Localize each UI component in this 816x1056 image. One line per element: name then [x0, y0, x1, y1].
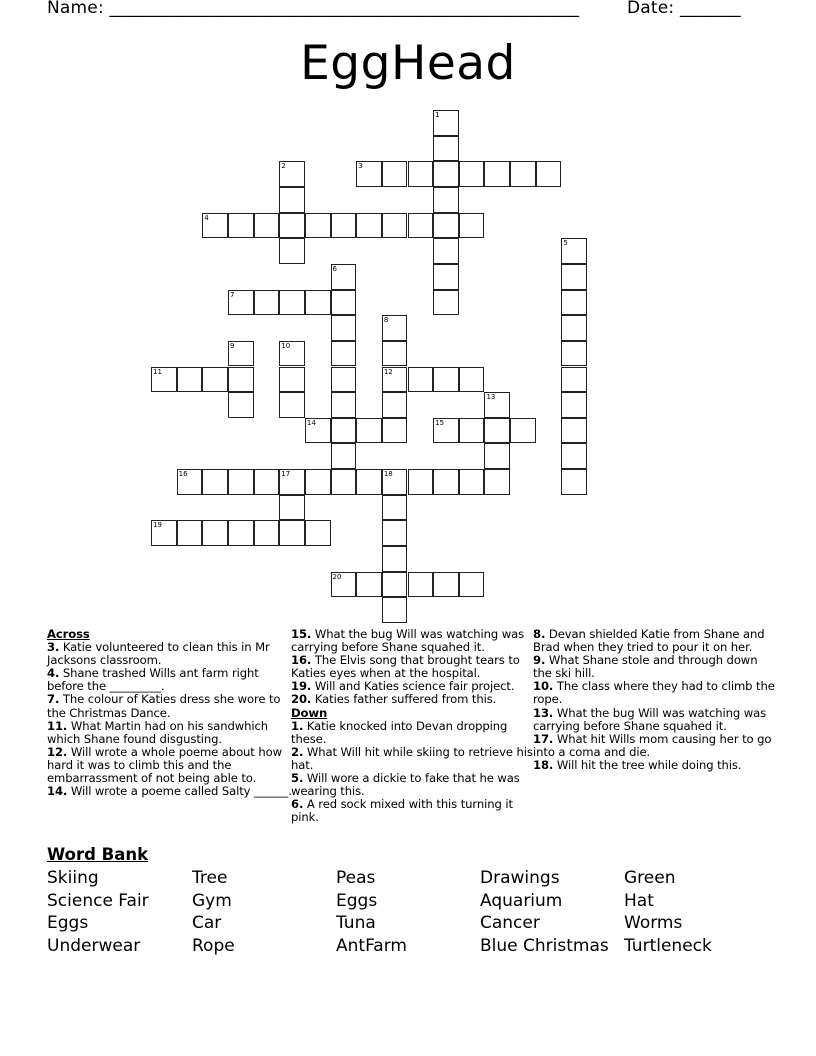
crossword-cell[interactable] — [151, 520, 177, 546]
crossword-cell[interactable] — [331, 213, 357, 239]
clue-number: 7 — [229, 290, 235, 299]
clue — [291, 654, 536, 680]
crossword-cell[interactable] — [433, 213, 459, 239]
word-bank-column — [480, 867, 609, 957]
clue-text: Katie knocked into Devan dropping these. — [291, 718, 508, 746]
clue-number: 12. — [47, 744, 68, 759]
word-bank-word: Skiing — [47, 868, 99, 888]
clue-text: Will and Katies science fair project. — [314, 679, 515, 694]
word-bank-word: Blue Christmas — [480, 935, 609, 956]
crossword-cell[interactable] — [279, 341, 305, 367]
crossword-cell[interactable] — [433, 290, 459, 316]
word-bank-column — [192, 867, 235, 957]
crossword-cell[interactable] — [279, 495, 305, 521]
crossword-cell[interactable] — [202, 520, 228, 546]
clue-number: 18 — [383, 470, 393, 479]
crossword-cell[interactable] — [382, 418, 408, 444]
clue-number: 15. — [291, 627, 312, 641]
crossword-cell[interactable] — [484, 418, 510, 444]
crossword-cell[interactable] — [356, 572, 382, 598]
clue-number: 3 — [358, 162, 363, 171]
word-bank-word: Car — [192, 913, 222, 934]
date-field[interactable]: Date: _______ — [627, 0, 741, 18]
clue-text: Will hit the tree while doing this. — [556, 757, 742, 772]
clue — [291, 772, 536, 798]
clue-number: 1 — [435, 111, 440, 119]
crossword-cell[interactable] — [433, 367, 459, 393]
crossword-cell[interactable] — [177, 469, 203, 495]
clue — [47, 785, 292, 798]
word-bank-word: Green — [624, 868, 676, 888]
clue — [533, 707, 778, 733]
clue-number: 7. — [47, 692, 60, 707]
crossword-cell[interactable] — [151, 367, 177, 393]
word-bank-word: Peas — [336, 868, 376, 888]
crossword-cell[interactable] — [408, 213, 434, 239]
clue-number: 13. — [533, 705, 554, 720]
clue — [533, 628, 778, 654]
word-bank-word: Eggs — [47, 913, 89, 934]
crossword-cell[interactable] — [433, 187, 459, 213]
clue — [47, 693, 292, 719]
crossword-cell[interactable] — [356, 469, 382, 495]
crossword-cell[interactable] — [254, 213, 280, 239]
crossword-cell[interactable] — [382, 469, 408, 495]
crossword-cell[interactable] — [279, 161, 305, 187]
crossword-cell[interactable] — [459, 572, 485, 598]
crossword-cell[interactable] — [382, 495, 408, 521]
crossword-cell[interactable] — [433, 418, 459, 444]
crossword-cell[interactable] — [177, 367, 203, 393]
clue — [47, 667, 292, 693]
crossword-cell[interactable] — [433, 264, 459, 290]
crossword-cell[interactable] — [536, 161, 562, 187]
word-bank-column — [624, 867, 712, 957]
clue-number: 17 — [281, 470, 291, 479]
crossword-cell[interactable] — [356, 213, 382, 239]
word-bank-word: Aquarium — [480, 890, 563, 911]
crossword-cell[interactable] — [228, 392, 254, 418]
crossword-cell[interactable] — [561, 341, 587, 367]
crossword-cell[interactable] — [433, 136, 459, 162]
crossword-cell[interactable] — [561, 392, 587, 418]
crossword-cell[interactable] — [331, 367, 357, 393]
clue-number: 16. — [291, 653, 312, 668]
crossword-cell[interactable] — [382, 213, 408, 239]
crossword-cell[interactable] — [228, 520, 254, 546]
word-bank-word: Cancer — [480, 913, 540, 934]
crossword-cell[interactable] — [228, 290, 254, 316]
across-heading: Across — [47, 627, 90, 641]
word-bank-title: Word Bank — [47, 845, 149, 864]
word-bank-word: Worms — [624, 913, 683, 934]
word-bank-column — [47, 867, 149, 957]
clue-text: Katie volunteered to clean this in Mr Jacksons classroom. — [47, 640, 270, 668]
clue-text: The Elvis song that brought tears to Katies eyes when at the hospital. — [291, 653, 520, 681]
clues-column-3 — [533, 628, 778, 772]
crossword-cell[interactable] — [279, 187, 305, 213]
crossword-cell[interactable] — [561, 443, 587, 469]
clue-text: What Shane stole and through down the ski hill. — [533, 653, 758, 681]
crossword-cell[interactable] — [561, 469, 587, 495]
crossword-cell[interactable] — [254, 469, 280, 495]
clue-number: 4 — [204, 213, 209, 222]
crossword-cell[interactable] — [484, 161, 510, 187]
crossword-cell[interactable] — [305, 520, 331, 546]
crossword-cell[interactable] — [331, 469, 357, 495]
crossword-cell[interactable] — [382, 315, 408, 341]
crossword-cell[interactable] — [202, 469, 228, 495]
word-bank-word: Science Fair — [47, 890, 149, 911]
clue-number: 2. — [291, 744, 304, 759]
word-bank-word: Turtleneck — [624, 935, 712, 956]
crossword-grid — [151, 110, 591, 630]
crossword-cell[interactable] — [331, 315, 357, 341]
clue-text: Will wrote a whole poeme about how hard it was to climb this and the embarrassment of not being able to. — [47, 744, 282, 786]
crossword-cell[interactable] — [356, 161, 382, 187]
clue — [291, 628, 536, 654]
crossword-cell[interactable] — [484, 469, 510, 495]
clue-number: 19. — [291, 679, 312, 694]
word-bank-word: Underwear — [47, 935, 141, 956]
clue-number: 11 — [153, 367, 162, 376]
crossword-cell[interactable] — [382, 161, 408, 187]
crossword-cell[interactable] — [382, 392, 408, 418]
crossword-cell[interactable] — [279, 520, 305, 546]
crossword-cell[interactable] — [561, 418, 587, 444]
crossword-cell[interactable] — [382, 572, 408, 598]
crossword-cell[interactable] — [202, 367, 228, 393]
clue-number: 17. — [533, 731, 554, 746]
clue-number: 1. — [291, 718, 304, 733]
crossword-cell[interactable] — [510, 161, 536, 187]
clue-text: What hit Wills mom causing her to go into a coma and die. — [533, 731, 772, 759]
clue-number: 8 — [383, 316, 389, 325]
clue-number: 6. — [291, 797, 304, 812]
crossword-cell[interactable] — [228, 213, 254, 239]
clue — [533, 680, 778, 706]
clue — [47, 746, 292, 785]
crossword-cell[interactable] — [254, 520, 280, 546]
crossword-cell[interactable] — [331, 443, 357, 469]
clue-text: What the bug Will was watching was carrying before Shane squahed it. — [533, 705, 767, 733]
clue-number: 20 — [332, 572, 342, 581]
clue — [291, 693, 536, 706]
clue-number: 15 — [435, 418, 445, 427]
crossword-cell[interactable] — [382, 520, 408, 546]
crossword-cell[interactable] — [279, 238, 305, 264]
crossword-cell[interactable] — [279, 367, 305, 393]
crossword-cell[interactable] — [382, 367, 408, 393]
clue-number: 18. — [533, 757, 554, 772]
clue-text: What the bug Will was watching was carrying before Shane squahed it. — [291, 627, 525, 655]
crossword-cell[interactable] — [279, 392, 305, 418]
clues-column-1 — [47, 628, 292, 798]
crossword-cell[interactable] — [305, 418, 331, 444]
crossword-cell[interactable] — [408, 469, 434, 495]
crossword-cell[interactable] — [561, 264, 587, 290]
clue-number: 5 — [563, 239, 568, 248]
crossword-cell[interactable] — [331, 392, 357, 418]
clue-text: Devan shielded Katie from Shane and Brad when they tried to pour it on her. — [533, 627, 765, 655]
crossword-cell[interactable] — [356, 418, 382, 444]
crossword-cell[interactable] — [228, 469, 254, 495]
clue-text: The colour of Katies dress she wore to the Christmas Dance. — [47, 692, 281, 720]
crossword-cell[interactable] — [202, 213, 228, 239]
clue-text: Will wrote a poeme called Salty ______. — [70, 784, 292, 799]
clue-text: Katies father suffered from this. — [314, 692, 497, 707]
word-bank-word: Hat — [624, 890, 654, 911]
crossword-cell[interactable] — [382, 341, 408, 367]
name-field[interactable]: Name: ______________________________________________________ — [47, 0, 580, 18]
clue-number: 4. — [47, 666, 60, 681]
crossword-cell[interactable] — [228, 367, 254, 393]
clue-text: A red sock mixed with this turning it pink. — [291, 797, 513, 825]
crossword-cell[interactable] — [305, 213, 331, 239]
crossword-cell[interactable] — [561, 238, 587, 264]
word-bank-column — [336, 867, 407, 957]
clue-text: The class where they had to climb the rope. — [533, 679, 775, 707]
clue-text: Shane trashed Wills ant farm right before the _________. — [47, 666, 259, 694]
crossword-cell[interactable] — [459, 418, 485, 444]
clue-text: What Will hit while skiing to retrieve his hat. — [291, 744, 533, 772]
crossword-cell[interactable] — [561, 367, 587, 393]
crossword-cell[interactable] — [331, 264, 357, 290]
crossword-cell[interactable] — [408, 367, 434, 393]
clue-number: 9 — [229, 341, 235, 350]
crossword-cell[interactable] — [561, 290, 587, 316]
clue-number: 14 — [306, 418, 316, 427]
crossword-cell[interactable] — [331, 341, 357, 367]
clue-number: 10. — [533, 679, 554, 694]
clue-number: 20. — [291, 692, 312, 707]
crossword-cell[interactable] — [459, 161, 485, 187]
clue — [291, 720, 536, 746]
crossword-cell[interactable] — [279, 469, 305, 495]
crossword-cell[interactable] — [433, 572, 459, 598]
clue-number: 5. — [291, 771, 304, 786]
clue-number: 11. — [47, 718, 68, 733]
clues-column-2 — [291, 628, 536, 824]
page-title: EggHead — [300, 36, 516, 91]
crossword-cell[interactable] — [177, 520, 203, 546]
clue-text: Will wore a dickie to fake that he was wearing this. — [291, 771, 520, 799]
crossword-cell[interactable] — [382, 597, 408, 623]
crossword-cell[interactable] — [408, 572, 434, 598]
crossword-cell[interactable] — [433, 469, 459, 495]
clue-number: 10 — [281, 341, 291, 350]
clue-number: 16 — [178, 470, 188, 479]
word-bank-word: Tuna — [336, 913, 376, 934]
crossword-cell[interactable] — [484, 392, 510, 418]
clue — [291, 746, 536, 772]
clue-number: 2 — [281, 162, 286, 171]
crossword-cell[interactable] — [279, 213, 305, 239]
word-bank-word: Drawings — [480, 868, 560, 888]
crossword-cell[interactable] — [408, 161, 434, 187]
crossword-cell[interactable] — [382, 546, 408, 572]
word-bank-word: Gym — [192, 890, 232, 911]
clue-number: 19 — [153, 521, 162, 530]
clue — [47, 720, 292, 746]
crossword-cell[interactable] — [459, 213, 485, 239]
crossword-cell[interactable] — [561, 315, 587, 341]
clue-number: 14. — [47, 784, 68, 799]
word-bank-word: AntFarm — [336, 935, 407, 956]
word-bank-word: Tree — [192, 868, 228, 888]
clue — [533, 654, 778, 680]
crossword-cell[interactable] — [279, 290, 305, 316]
clue — [47, 641, 292, 667]
crossword-cell[interactable] — [433, 161, 459, 187]
clue-number: 8. — [533, 627, 546, 641]
crossword-cell[interactable] — [331, 290, 357, 316]
crossword-cell[interactable] — [510, 418, 536, 444]
crossword-cell[interactable] — [305, 290, 331, 316]
crossword-cell[interactable] — [331, 572, 357, 598]
clue-number: 9. — [533, 653, 546, 668]
clue-number: 6 — [332, 264, 338, 273]
clue-number: 12 — [383, 367, 393, 376]
clue-number: 13 — [486, 393, 496, 402]
crossword-cell[interactable] — [254, 290, 280, 316]
clue — [533, 733, 778, 759]
crossword-cell[interactable] — [433, 110, 459, 136]
clue — [533, 759, 778, 772]
crossword-cell[interactable] — [484, 443, 510, 469]
crossword-cell[interactable] — [433, 238, 459, 264]
word-bank-word: Rope — [192, 935, 235, 956]
clue — [291, 798, 536, 824]
down-heading: Down — [291, 705, 328, 720]
crossword-cell[interactable] — [459, 469, 485, 495]
crossword-cell[interactable] — [331, 418, 357, 444]
clue-text: What Martin had on his sandwhich which Shane found disgusting. — [47, 718, 269, 746]
clue-number: 3. — [47, 640, 60, 655]
crossword-cell[interactable] — [459, 367, 485, 393]
word-bank-word: Eggs — [336, 890, 378, 911]
crossword-cell[interactable] — [228, 341, 254, 367]
crossword-cell[interactable] — [305, 469, 331, 495]
